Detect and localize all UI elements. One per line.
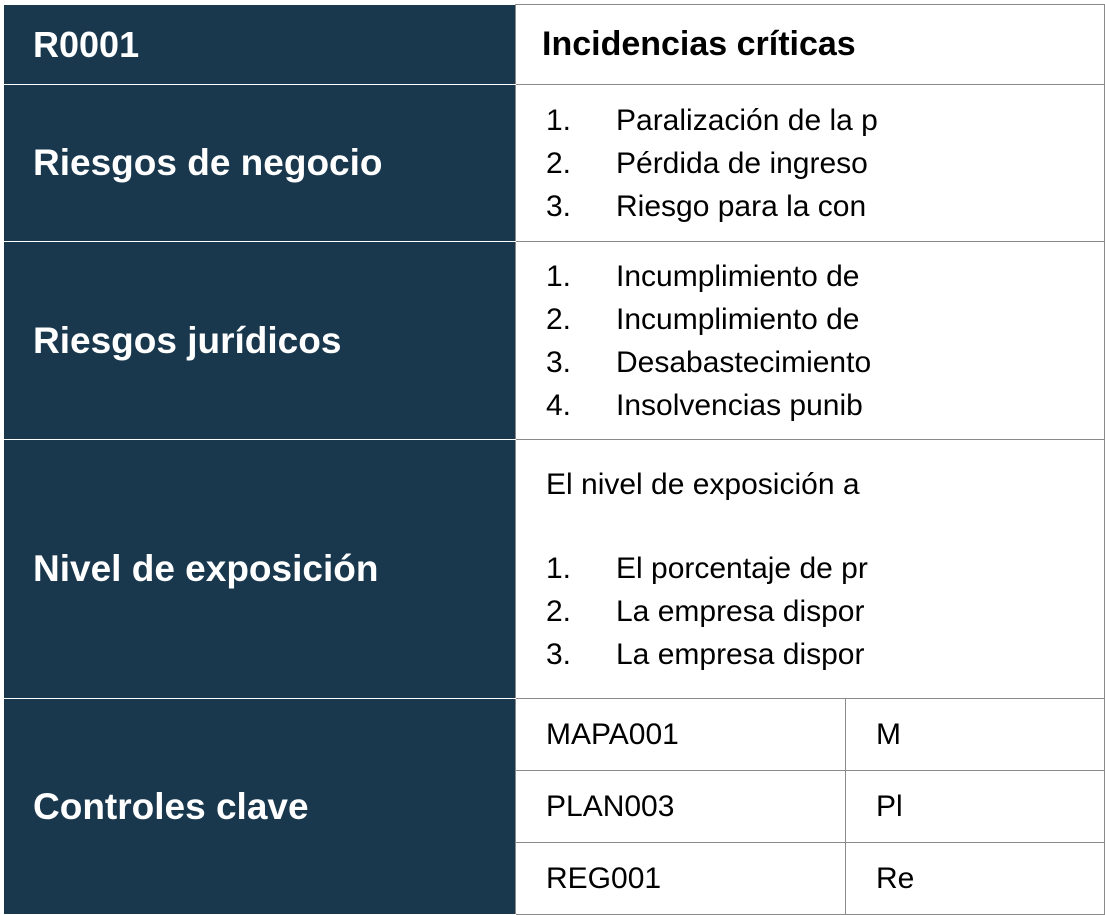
control-row xyxy=(516,771,1104,843)
control-row xyxy=(516,843,1104,914)
exposure-list xyxy=(546,547,1104,676)
list-item xyxy=(546,547,1104,590)
item-text: Pérdida de ingreso xyxy=(616,146,868,180)
legal-risks-label: Riesgos jurídicos xyxy=(5,242,516,440)
item-text: Paralización de la p xyxy=(616,103,878,137)
exposure-content xyxy=(516,440,1105,699)
item-number: 3. xyxy=(546,345,572,379)
item-text: La empresa dispor xyxy=(616,594,865,628)
list-item xyxy=(546,142,1104,185)
list-item xyxy=(546,341,1104,384)
list-item xyxy=(546,384,1104,427)
list-item xyxy=(546,298,1104,341)
control-code: REG001 xyxy=(516,843,846,914)
key-controls-label: Controles clave xyxy=(5,699,516,915)
business-risks-list xyxy=(546,99,1104,228)
header-row xyxy=(5,5,1105,85)
legal-risks-list xyxy=(546,255,1104,427)
item-text: El porcentaje de pr xyxy=(616,551,868,585)
list-item xyxy=(546,185,1104,228)
control-name: M xyxy=(876,717,901,751)
item-number: 1. xyxy=(546,551,572,585)
item-text: Desabastecimiento xyxy=(616,345,872,379)
legal-risks-row xyxy=(5,242,1105,440)
item-text: Insolvencias punib xyxy=(616,388,863,422)
risk-title: Incidencias críticas xyxy=(516,5,1105,85)
item-number: 2. xyxy=(546,302,572,336)
control-name: Pl xyxy=(876,789,903,823)
business-risks-label: Riesgos de negocio xyxy=(5,85,516,242)
item-number: 4. xyxy=(546,388,572,422)
item-number: 1. xyxy=(546,103,572,137)
item-text: Riesgo para la con xyxy=(616,189,867,223)
item-number: 1. xyxy=(546,259,572,293)
item-text: Incumplimiento de xyxy=(616,259,860,293)
key-controls-list xyxy=(516,699,1104,914)
exposure-label: Nivel de exposición xyxy=(5,440,516,699)
risk-table xyxy=(4,4,1105,915)
business-risks-content xyxy=(516,85,1105,242)
item-text: Incumplimiento de xyxy=(616,302,860,336)
control-code: PLAN003 xyxy=(516,771,846,842)
list-item xyxy=(546,99,1104,142)
item-number: 2. xyxy=(546,146,572,180)
exposure-intro: El nivel de exposición a xyxy=(546,467,860,501)
list-item xyxy=(546,255,1104,298)
item-number: 3. xyxy=(546,189,572,223)
control-row xyxy=(516,699,1104,771)
item-number: 3. xyxy=(546,637,572,671)
key-controls-content xyxy=(516,699,1105,915)
key-controls-row xyxy=(5,699,1105,915)
business-risks-row xyxy=(5,85,1105,242)
list-item xyxy=(546,633,1104,676)
item-number: 2. xyxy=(546,594,572,628)
list-item xyxy=(546,590,1104,633)
exposure-row xyxy=(5,440,1105,699)
control-name: Re xyxy=(876,861,915,895)
item-text: La empresa dispor xyxy=(616,637,865,671)
legal-risks-content xyxy=(516,242,1105,440)
risk-code: R0001 xyxy=(5,5,516,85)
control-code: MAPA001 xyxy=(516,699,846,770)
